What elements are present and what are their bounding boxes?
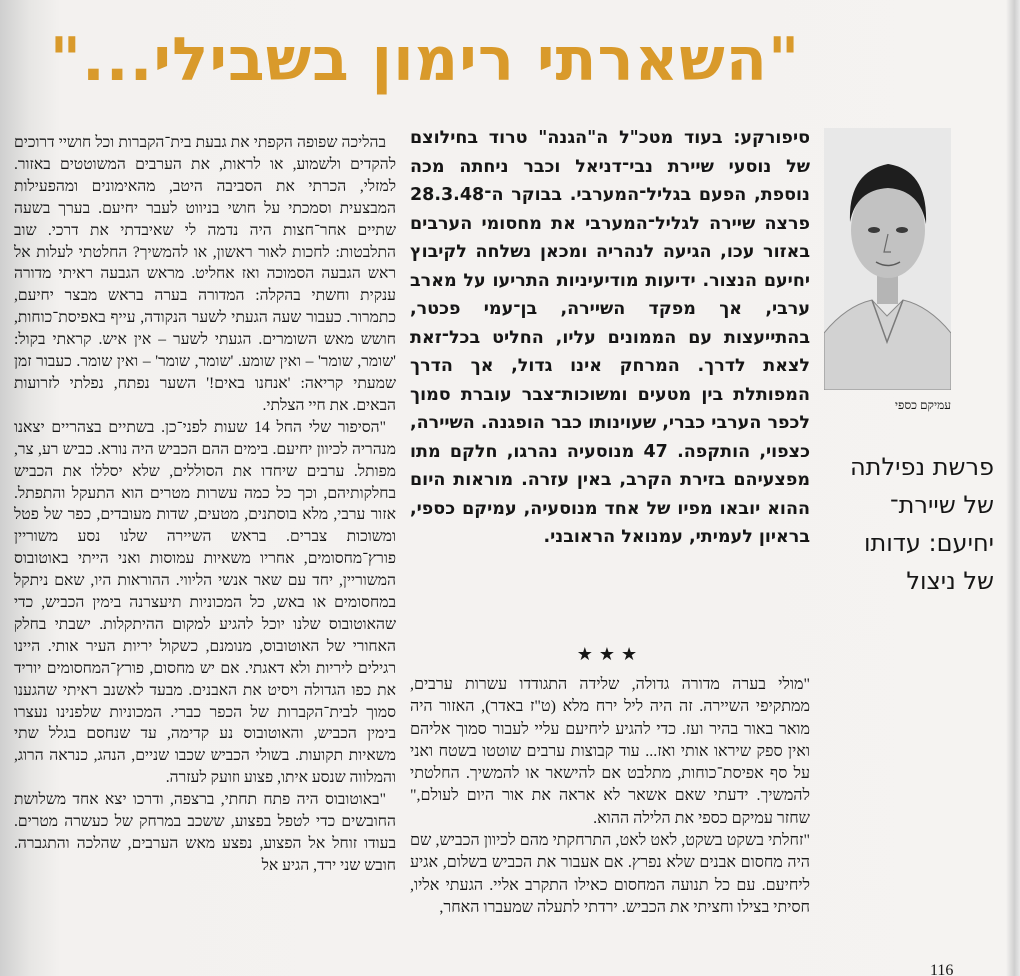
lead-text: סיפורקע: בעוד מטכ"ל ה"הגנה" טרוד בחילוצם של נוסעי שיירת נבי־דניאל וכבר ניחתה מכה נוספת, הפעם בגליל־המערבי. בבוקר ה־28.3.48 פרצה שיירה לגליל־המערבי את מחסומי הערבים באזור עכו, הגיעה לנהריה ומכאן נשלחה לקיבוץ יחיעם הנצור. ידיעות מודיעיניות התריעו על מארב ערבי, אך מפקד השיירה, בן־עמי פכטר, בהתייעצות עם הממונים עליו, החליט בכל־זאת לצאת לדרך. המרחק אינו גדול, אך הדרך המפותלת בין מטעים ומשוכות־צבר עוברת סמוך לכפר הערבי כברי, שעוינותו כבר הופגנה. השיירה, כצפוי, הותקפה. 47 מנוסעיה נהרגו, חלקם מתו מפצעיהם בזירת הקרב, באין עזרה. מוראות היום ההוא יובאו מפיו של אחד מנוסעיה, עמיקם כספי, בראיון לעמיתי, עמנואל הראובני. — [410, 128, 810, 547]
left-column — [14, 132, 396, 962]
portrait-photo — [824, 128, 951, 390]
body-paragraph: "מולי בערה מדורה גדולה, שלידה התגודדו עשרות ערבים, ממתקיפי השיירה. זה היה ליל ירח מלא (ט"ז באדר), האזור היה מואר באור בהיר ועז. כדי להגיע ליחיעם עליי לעבור סמוך אליהם ואין ספק שיראו אותי ואז... עוד קבוצות ערבים שוטטו בשטח ואני על סף אפיסת־כוחות, מתלבט אם להישאר או להמשיך. החלטתי להמשיך. ידעתי שאם אשאר לא אראה את אור היום לעולם," שחזר עמיקם כספי את הלילה ההוא. — [410, 676, 810, 827]
body-paragraph: "באוטובוס היה פתח תחתי, ברצפה, ודרכו יצא אחד משלושת החובשים כדי לטפל בפצוע, ששכב במרחק של כעשרה מטרים. בעודו זוחל אל הפצוע, נפצע מאש הערבים, שהלכה והתגברה. חובש שני ירד, הגיע אל — [14, 791, 396, 874]
body-paragraph: בהליכה שפופה הקפתי את גבעת בית־הקברות וכל חושיי דרוכים להקדים ולשמוע, או לראות, את הערבים המשוטטים באזור. למזלי, הכרתי את הסביבה היטב, מהאימונים ומהפעילות המבצעית וסמכתי על חושי בניווט לעבר יחיעם. בערך בשעה שתיים אחר־חצות היה נדמה לי שאיבדתי את דרכי. שוב התלבטות: לחכות לאור ראשון, או להמשיך? החלטתי לעלות אל ראש הגבעה הסמוכה ואז אחליט. מראש הגבעה ראיתי מדורה ענקית וחשתי בהקלה: המדורה בערה בראש מבצר יחיעם, כתמרור. כעבור שעה הגעתי לשער הנקודה, עייף באפיסת־כוחות, חושש מאש השומרים. הגעתי לשער – אין איש. קראתי בקול: 'שומר, שומר' – ואין שומע. 'שומר, שומר' – ואין שומר. כעבור זמן שמעתי קריאה: 'אנחנו באים!' השער נפתח, נפלתי לזרועות הבאים. את חיי הצלתי. — [14, 134, 396, 414]
article-title: "השארתי רימון בשבילי..." — [49, 25, 801, 95]
section-divider: ★★★ — [576, 644, 644, 665]
article-subtitle: פרשת נפילתה של שיירת־ יחיעם: עדותו של ניצול — [850, 453, 994, 595]
photo-caption: עמיקם כספי — [894, 398, 951, 412]
body-paragraph: "הסיפור שלי החל 14 שעות לפני־כן. בשתיים בצהריים יצאנו מנהריה לכיוון יחיעם. בימים ההם הכביש היה נורא. כביש רע, צר, מפותל. ערבים שיחדו את הסוללים, שלא יסללו את הכביש בחלקותיהם, וכך כל כמה עשרות מטרים הוא התעקל והתפתל. אזור ערבי, מלא בוסתנים, מטעים, שדות מעובדים, כפר של פטל ומשוכות צברים. בראש השיירה שלנו נסע משוריין פורץ־מחסומים, אחריו משאיות עמוסות ואני הייתי באוטובוס המשוריין, יחד עם שאר אנשי הליווי. ההוראות היו, שאם ניתקל במחסומים או באש, כל המכוניות תיעצרנה בימין הכביש, כדי שהאוטובוס שלנו יוכל להגיע למקום ההיתקלות. ישבתי בחלק האחורי של האוטובוס, מנומנם, כשקול יריות העיר אותי. היינו רגילים ליריות ולא דאגתי. אם יש מחסום, פורץ־המחסומים יוריד את כפו הגדולה ויסיט את האבנים. מבעד לאשנב ראיתי שהגענו סמוך לבית־הקברות של הכפר כברי. המכוניות שלפנינו נעצרו בימין הכביש, והאוטובוס נע קדימה, עד שנחסם בגלל שתי משאיות תקועות. בשולי הכביש שכבו שניים, הנהג, כנראה הרוג, והמלווה שנסע איתו, פצוע וזועק לעזרה. — [14, 418, 396, 787]
middle-column — [410, 674, 810, 954]
body-paragraph: "זחלתי בשקט בשקט, לאט לאט, התרחקתי מהם לכיוון הכביש, שם היה מחסום אבנים שלא נפרץ. אם אעבור את הכביש בשלום, אגיע ליחיעם. עם כל תנועה המחסום כאילו התקרב אליי. הגעתי אליו, חסיתי בצילו וחציתי את הכביש. ירדתי לתעלה שמעברו האחר, — [410, 832, 810, 916]
lead-paragraph — [410, 124, 810, 644]
page-number: 116 — [930, 962, 954, 976]
page-edge — [1006, 0, 1020, 976]
portrait-image — [824, 128, 951, 390]
